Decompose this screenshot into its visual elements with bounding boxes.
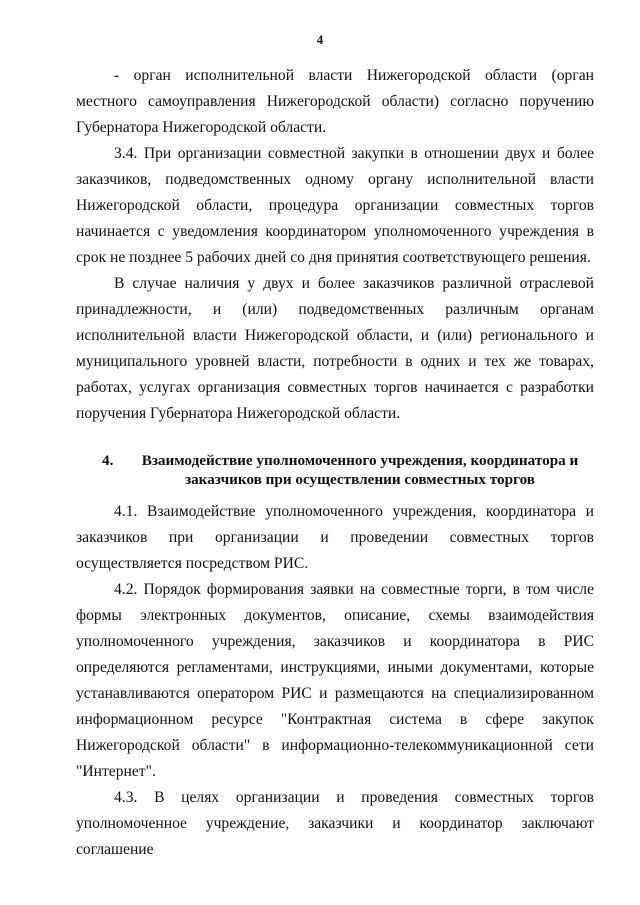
paragraph-executive-body: - орган исполнительной власти Нижегородской области (орган местного самоуправления Нижегородской области) согласно поручению Губернатора Нижегородской области.: [76, 67, 594, 136]
paragraph-4-2: 4.2. Порядок формирования заявки на совместные торги, в том числе формы электронных документов, описание, схемы взаимодействия уполномоченного учреждения, заказчиков и координатора в РИС определяются регламентами, инструкциями, иными документами, которые устанавливаются оператором РИС и размещаются на специализированном информационном ресурсе "Контрактная система в сфере закупок Нижегородской области" в информационно-телекоммуникационной сети "Интернет".: [76, 581, 594, 780]
section-number: 4.: [102, 452, 114, 469]
paragraph-3-4: 3.4. При организации совместной закупки в отношении двух и более заказчиков, подведомственных одному органу исполнительной власти Нижегородской области, процедура организации совместных торгов начинается с уведомления координатором уполномоченного учреждения в срок не позднее 5 рабочих дней со дня принятия соответствующего решения.: [76, 145, 594, 266]
paragraph-4-3: 4.3. В целях организации и проведения совместных торгов уполномоченное учреждение, заказчики и координатор заключают соглашение: [76, 789, 594, 858]
paragraph-4-1: 4.1. Взаимодействие уполномоченного учреждения, координатора и заказчиков при организации и проведении совместных торгов осуществляется посредством РИС.: [76, 503, 594, 572]
section-title: Взаимодействие уполномоченного учреждения, координатора и заказчиков при осуществлении совместных торгов: [141, 452, 579, 488]
section-heading: [76, 451, 594, 489]
paragraph-different-customers: В случае наличия у двух и более заказчиков различной отраслевой принадлежности, и (или) подведомственных различным органам исполнительной власти Нижегородской области, и (или) регионального и муниципального уровней власти, потребности в одних и тех же товарах, работах, услугах организация совместных торгов начинается с разработки поручения Губернатора Нижегородской области.: [76, 275, 594, 422]
page-number: 4: [316, 32, 324, 47]
document-body: [76, 63, 594, 863]
